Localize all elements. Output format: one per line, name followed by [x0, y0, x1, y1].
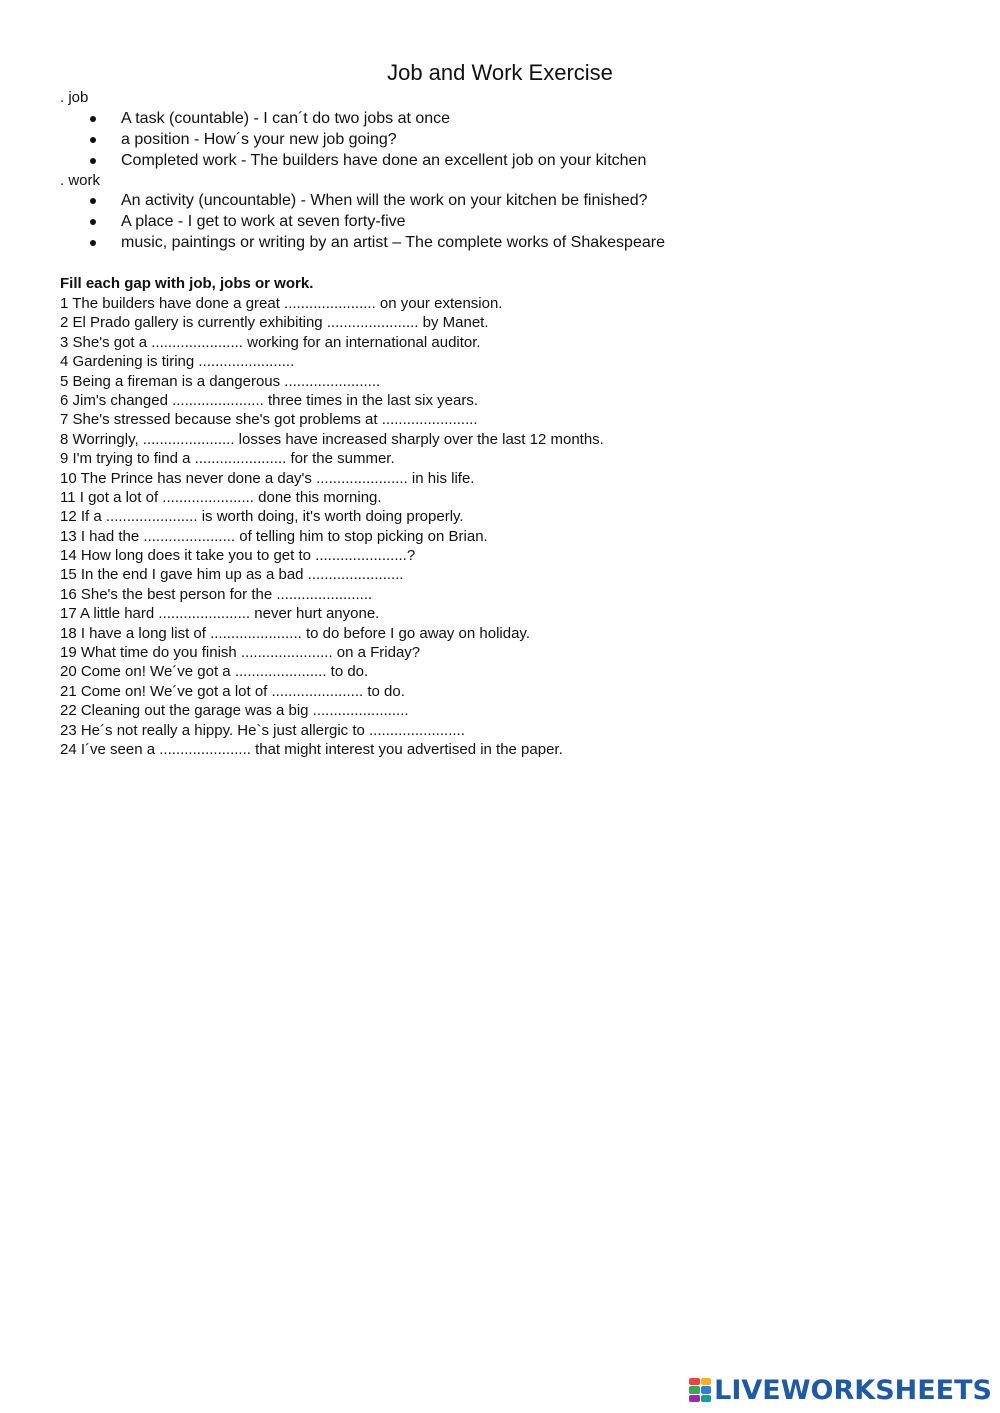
bullet-icon	[90, 219, 96, 225]
logo-block	[689, 1386, 700, 1393]
exercise-item: 2 El Prado gallery is currently exhibiting ...................... by Manet.	[60, 314, 489, 332]
bullet-icon	[90, 158, 96, 164]
exercise-item: 15 In the end I gave him up as a bad .......................	[60, 566, 404, 584]
list-item: A task (countable) - I can´t do two jobs at once	[90, 108, 646, 129]
exercise-item: 23 He´s not really a hippy. He`s just allergic to .......................	[60, 721, 465, 739]
exercise-item: 24 I´ve seen a ...................... that might interest you advertised in the paper.	[60, 740, 563, 758]
exercise-item: 8 Worringly, ...................... losses have increased sharply over the last 12 months.	[60, 430, 604, 448]
exercise-item: 6 Jim's changed ...................... three times in the last six years.	[60, 391, 479, 409]
bullet-icon	[90, 240, 96, 246]
job-definitions-list	[90, 108, 646, 171]
logo-block	[689, 1378, 700, 1385]
exercise-item: 16 She's the best person for the .......................	[60, 585, 373, 603]
logo-block	[701, 1395, 712, 1402]
exercise-instructions: Fill each gap with job, jobs or work.	[60, 275, 314, 292]
page-title: Job and Work Exercise	[387, 60, 613, 85]
exercise-item: 1 The builders have done a great ...................... on your extension.	[60, 295, 503, 312]
exercise-item: 20 Come on! We´ve got a ...................... to do.	[60, 663, 369, 681]
section-heading-work: . work	[60, 172, 101, 189]
exercise-item: 7 She's stressed because she's got problems at .......................	[60, 411, 478, 429]
work-definitions-list	[90, 190, 665, 253]
logo-block	[701, 1378, 712, 1385]
section-heading-job: . job	[60, 89, 89, 106]
list-item: An activity (uncountable) - When will the work on your kitchen be finished?	[90, 190, 665, 211]
exercise-item: 18 I have a long list of ...................... to do before I go away on holiday.	[60, 624, 530, 642]
exercise-item: 12 If a ...................... is worth doing, it's worth doing properly.	[60, 508, 464, 526]
liveworksheets-logo	[689, 1375, 992, 1405]
exercise-item: 14 How long does it take you to get to ......................?	[60, 547, 416, 565]
bullet-icon	[90, 116, 96, 122]
exercise-item: 3 She's got a ...................... working for an international auditor.	[60, 333, 481, 351]
exercise-item: 21 Come on! We´ve got a lot of ...................... to do.	[60, 682, 405, 700]
liveworksheets-logo-icon	[689, 1378, 711, 1402]
exercise-item: 17 A little hard ...................... never hurt anyone.	[60, 605, 380, 623]
exercise-item: 11 I got a lot of ...................... done this morning.	[60, 488, 382, 506]
list-item: a position - How´s your new job going?	[90, 129, 646, 150]
bullet-icon	[90, 198, 96, 204]
list-item: music, paintings or writing by an artist – The complete works of Shakespeare	[90, 232, 665, 253]
logo-text: LIVEWORKSHEETS	[714, 1374, 992, 1406]
exercise-item: 4 Gardening is tiring .......................	[60, 353, 295, 371]
logo-block	[689, 1395, 700, 1402]
logo-block	[701, 1386, 712, 1393]
exercise-item: 9 I'm trying to find a ...................... for the summer.	[60, 450, 395, 468]
exercise-item: 13 I had the ...................... of telling him to stop picking on Brian.	[60, 527, 488, 545]
bullet-icon	[90, 137, 96, 143]
list-item: Completed work - The builders have done an excellent job on your kitchen	[90, 150, 646, 171]
exercise-item: 22 Cleaning out the garage was a big .......................	[60, 702, 409, 720]
exercise-item: 5 Being a fireman is a dangerous .......................	[60, 372, 381, 390]
list-item: A place - I get to work at seven forty-five	[90, 211, 665, 232]
exercise-list	[60, 294, 604, 759]
exercise-item: 10 The Prince has never done a day's ...................... in his life.	[60, 469, 475, 487]
exercise-item: 19 What time do you finish ...................... on a Friday?	[60, 644, 421, 662]
